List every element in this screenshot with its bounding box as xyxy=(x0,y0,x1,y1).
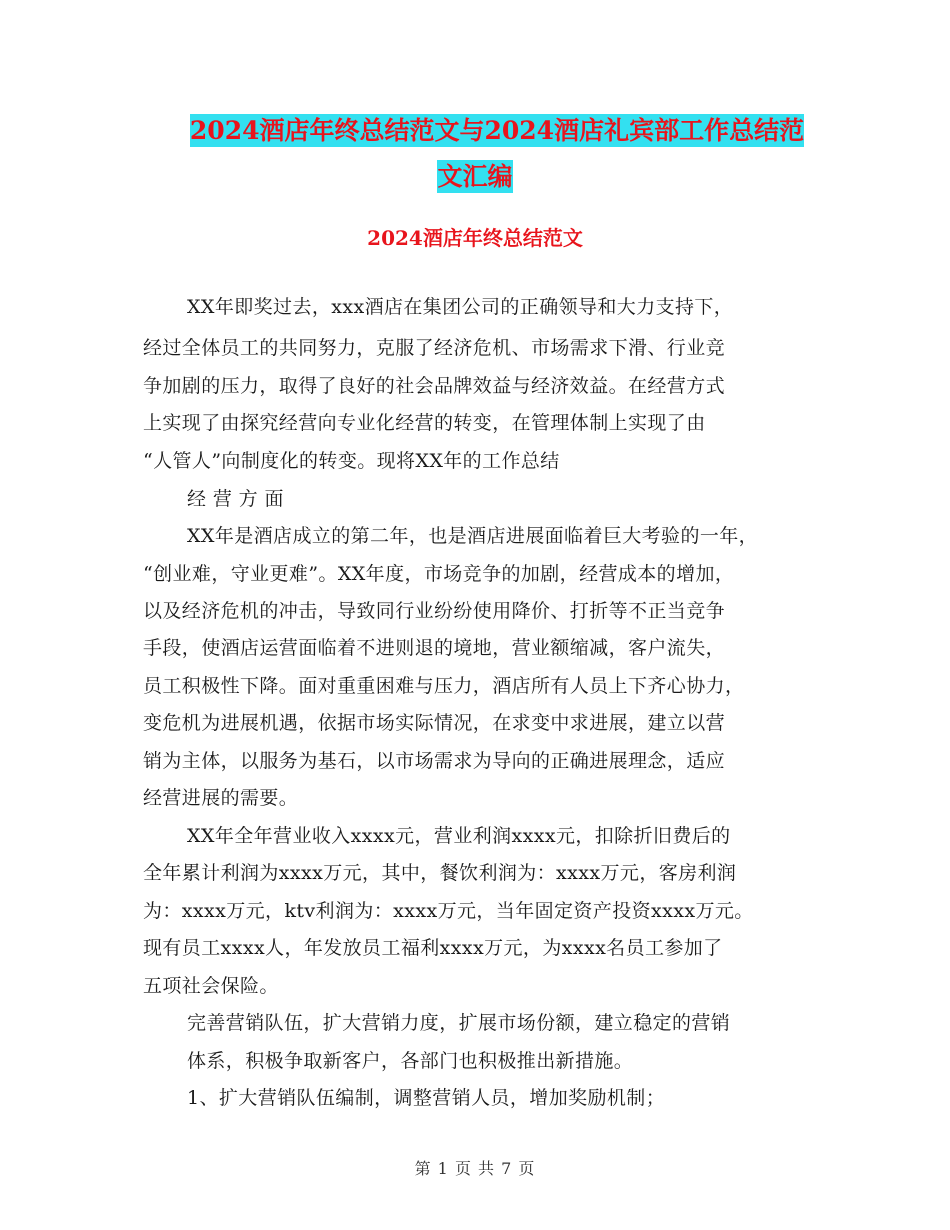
page-number: 第 1 页 共 7 页 xyxy=(414,1159,536,1178)
title-highlight: 文汇编 xyxy=(437,162,513,191)
body-line: 完善营销队伍，扩大营销力度，扩展市场份额，建立稳定的营销 xyxy=(187,1012,731,1034)
body-line: 体系，积极争取新客户，各部门也积极推出新措施。 xyxy=(187,1050,634,1072)
document-title-line-1 xyxy=(22,110,950,152)
list-item-1: 1、扩大营销队伍编制，调整营销人员，增加奖励机制； xyxy=(187,1087,666,1109)
body-line: 经营进展的需要。 xyxy=(143,787,299,809)
body-line: XX年是酒店成立的第二年，也是酒店进展面临着巨大考验的一年， xyxy=(187,525,759,547)
body-line: “人管人”向制度化的转变。现将XX年的工作总结 xyxy=(143,450,560,472)
body-line: 经过全体员工的共同努力，克服了经济危机、市场需求下滑、行业竞 xyxy=(143,337,726,359)
body-line: 销为主体，以服务为基石，以市场需求为导向的正确进展理念，适应 xyxy=(143,750,726,772)
body-line: 变危机为进展机遇，依据市场实际情况，在求变中求进展，建立以营 xyxy=(143,712,726,734)
body-line: XX年全年营业收入xxxx元，营业利润xxxx元，扣除折旧费后的 xyxy=(187,825,731,847)
body-line: 为：xxxx万元，ktv利润为：xxxx万元，当年固定资产投资xxxx万元。 xyxy=(143,900,754,922)
subheading-operations: 经 营 方 面 xyxy=(187,488,284,510)
body-line: 手段，使酒店运营面临着不进则退的境地，营业额缩减，客户流失， xyxy=(143,637,726,659)
body-line: 现有员工xxxx人，年发放员工福利xxxx万元，为xxxx名员工参加了 xyxy=(143,937,723,959)
body-line: 争加剧的压力，取得了良好的社会品牌效益与经济效益。在经营方式 xyxy=(143,375,726,397)
body-line: 以及经济危机的冲击，导致同行业纷纷使用降价、打折等不正当竞争 xyxy=(143,600,726,622)
title-highlight: 2024酒店年终总结范文与2024酒店礼宾部工作总结范 xyxy=(189,116,805,145)
body-line: 五项社会保险。 xyxy=(143,975,279,997)
document-title-line-2 xyxy=(0,156,950,198)
body-line: 全年累计利润为xxxx万元，其中，餐饮利润为：xxxx万元，客房利润 xyxy=(143,862,737,884)
body-line: 员工积极性下降。面对重重困难与压力，酒店所有人员上下齐心协力， xyxy=(143,675,745,697)
body-line: XX年即奖过去，xxx酒店在集团公司的正确领导和大力支持下， xyxy=(187,296,734,318)
body-line: 上实现了由探究经营向专业化经营的转变，在管理体制上实现了由 xyxy=(143,412,706,434)
section-title: 2024酒店年终总结范文 xyxy=(367,226,583,250)
body-line: “创业难，守业更难”。XX年度，市场竞争的加剧，经营成本的增加， xyxy=(143,563,735,585)
